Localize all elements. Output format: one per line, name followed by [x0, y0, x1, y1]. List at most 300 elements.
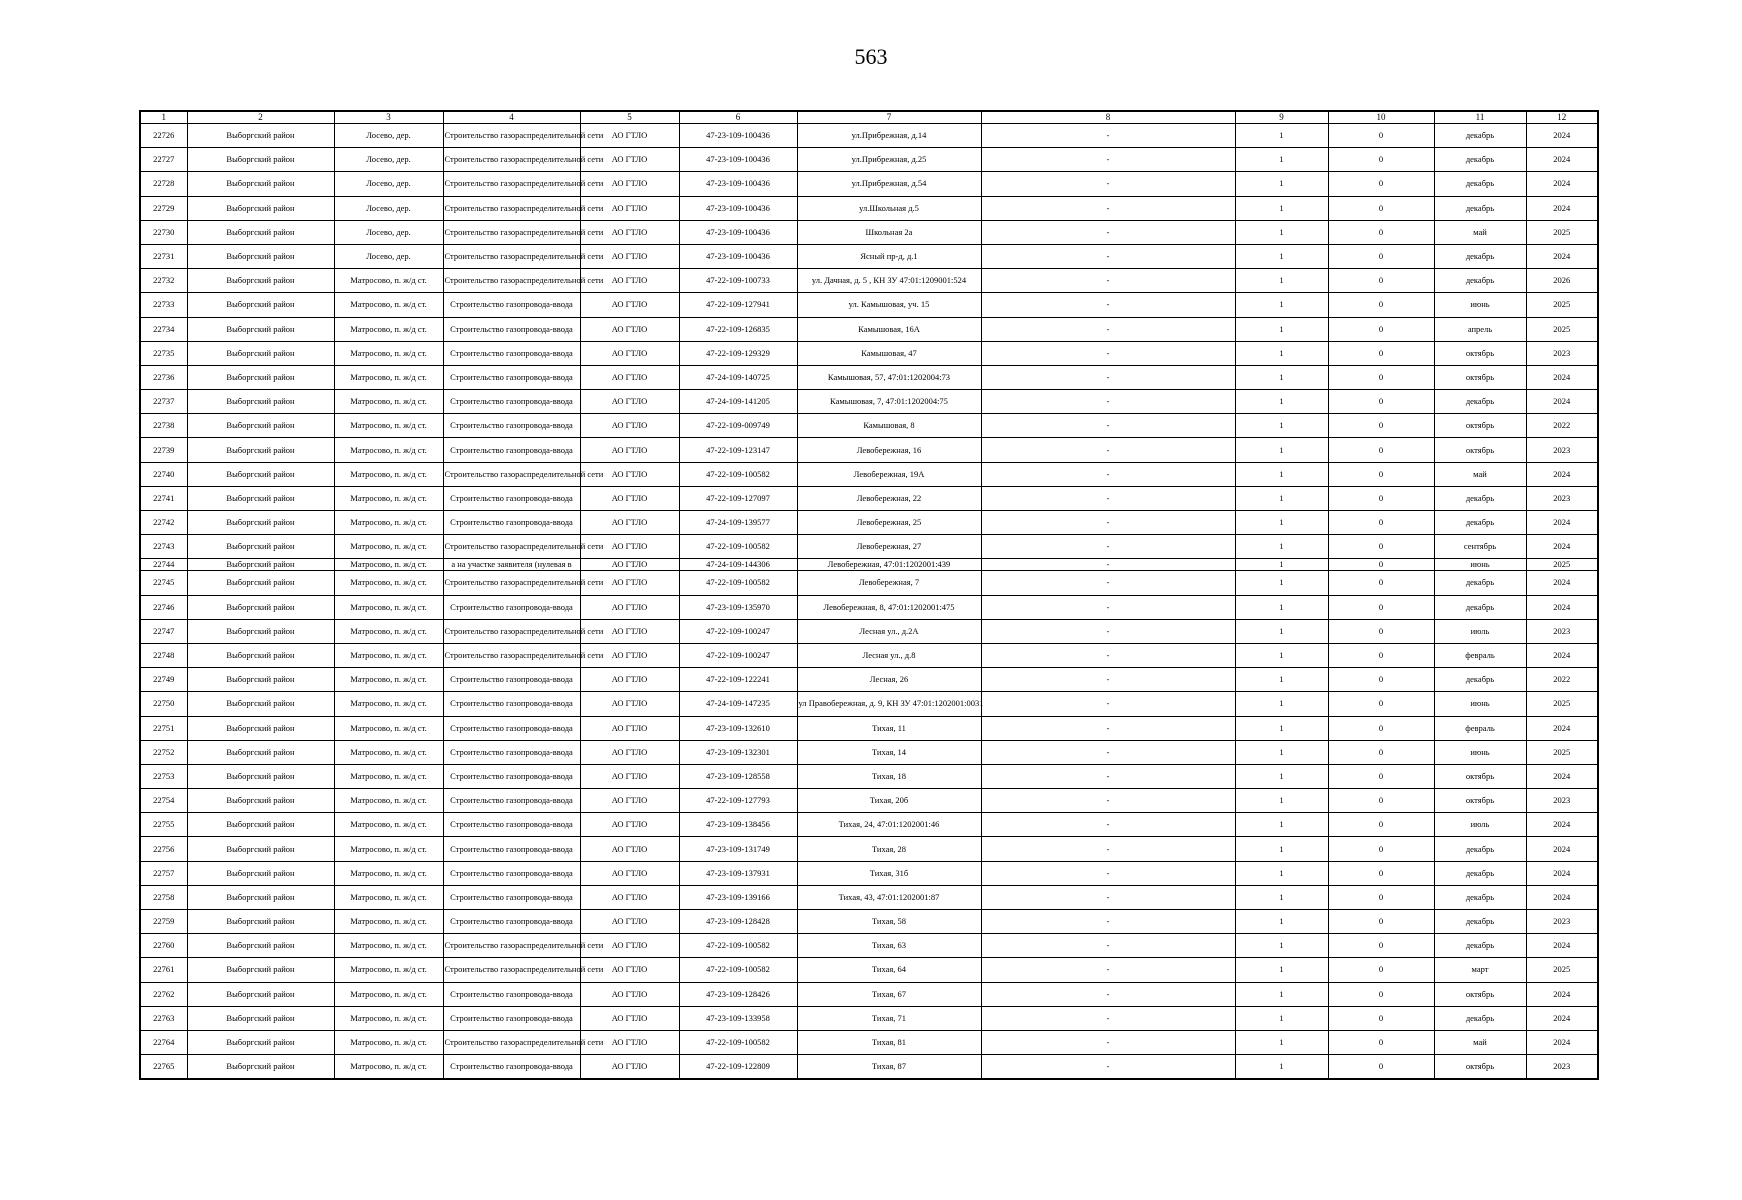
work-type-cell: Строительство газопровода-ввода [443, 486, 580, 510]
settlement-cell: Матросово, п. ж/д ст. [334, 982, 443, 1006]
column-9-cell: 1 [1235, 692, 1328, 716]
row-number: 22733 [140, 293, 187, 317]
organization-cell: АО ГТЛО [580, 934, 679, 958]
column-9-cell: 1 [1235, 317, 1328, 341]
column-8-cell: - [981, 196, 1235, 220]
column-10-cell: 0 [1328, 244, 1434, 268]
month-cell: октябрь [1434, 789, 1526, 813]
table-row [140, 535, 1598, 559]
work-type-cell: Строительство газораспределительной сети [443, 172, 580, 196]
column-9-cell: 1 [1235, 535, 1328, 559]
code-cell: 47-22-109-100247 [679, 619, 797, 643]
column-9-cell: 1 [1235, 559, 1328, 571]
organization-cell: АО ГТЛО [580, 982, 679, 1006]
year-cell: 2022 [1526, 668, 1598, 692]
address-cell: Левобережная, 8, 47:01:1202001:475 [797, 595, 981, 619]
year-cell: 2025 [1526, 293, 1598, 317]
column-8-cell: - [981, 293, 1235, 317]
column-10-cell: 0 [1328, 317, 1434, 341]
work-type-cell: Строительство газопровода-ввода [443, 293, 580, 317]
year-cell: 2025 [1526, 692, 1598, 716]
month-cell: октябрь [1434, 982, 1526, 1006]
year-cell: 2024 [1526, 196, 1598, 220]
row-number: 22742 [140, 511, 187, 535]
row-number: 22761 [140, 958, 187, 982]
code-cell: 47-22-109-122809 [679, 1055, 797, 1079]
code-cell: 47-23-109-100436 [679, 148, 797, 172]
organization-cell: АО ГТЛО [580, 1055, 679, 1079]
organization-cell: АО ГТЛО [580, 511, 679, 535]
column-10-cell: 0 [1328, 414, 1434, 438]
column-header-5: 5 [580, 111, 679, 124]
settlement-cell: Матросово, п. ж/д ст. [334, 293, 443, 317]
table-row [140, 317, 1598, 341]
district-cell: Выборгский район [187, 172, 334, 196]
column-10-cell: 0 [1328, 619, 1434, 643]
column-8-cell: - [981, 220, 1235, 244]
address-cell: Камышовая, 57, 47:01:1202004:73 [797, 365, 981, 389]
settlement-cell: Матросово, п. ж/д ст. [334, 390, 443, 414]
column-9-cell: 1 [1235, 982, 1328, 1006]
column-10-cell: 0 [1328, 643, 1434, 667]
row-number: 22748 [140, 643, 187, 667]
month-cell: октябрь [1434, 1055, 1526, 1079]
year-cell: 2024 [1526, 148, 1598, 172]
address-cell: ул.Прибрежная, д.14 [797, 124, 981, 148]
row-number: 22747 [140, 619, 187, 643]
column-8-cell: - [981, 668, 1235, 692]
settlement-cell: Матросово, п. ж/д ст. [334, 716, 443, 740]
column-header-10: 10 [1328, 111, 1434, 124]
district-cell: Выборгский район [187, 244, 334, 268]
column-8-cell: - [981, 365, 1235, 389]
settlement-cell: Матросово, п. ж/д ст. [334, 1006, 443, 1030]
district-cell: Выборгский район [187, 511, 334, 535]
row-number: 22746 [140, 595, 187, 619]
code-cell: 47-22-109-100247 [679, 643, 797, 667]
organization-cell: АО ГТЛО [580, 619, 679, 643]
table-row [140, 643, 1598, 667]
address-cell: Лесная ул., д.8 [797, 643, 981, 667]
year-cell: 2023 [1526, 341, 1598, 365]
column-8-cell: - [981, 148, 1235, 172]
year-cell: 2023 [1526, 619, 1598, 643]
district-cell: Выборгский район [187, 619, 334, 643]
year-cell: 2024 [1526, 365, 1598, 389]
year-cell: 2024 [1526, 837, 1598, 861]
work-type-cell: Строительство газораспределительной сети [443, 462, 580, 486]
organization-cell: АО ГТЛО [580, 269, 679, 293]
row-number: 22755 [140, 813, 187, 837]
month-cell: декабрь [1434, 269, 1526, 293]
column-9-cell: 1 [1235, 668, 1328, 692]
column-10-cell: 0 [1328, 511, 1434, 535]
address-cell: Лесная, 26 [797, 668, 981, 692]
settlement-cell: Лосево, дер. [334, 124, 443, 148]
district-cell: Выборгский район [187, 982, 334, 1006]
row-number: 22743 [140, 535, 187, 559]
organization-cell: АО ГТЛО [580, 813, 679, 837]
row-number: 22745 [140, 571, 187, 595]
settlement-cell: Лосево, дер. [334, 148, 443, 172]
month-cell: июнь [1434, 740, 1526, 764]
table-row [140, 462, 1598, 486]
settlement-cell: Матросово, п. ж/д ст. [334, 317, 443, 341]
column-9-cell: 1 [1235, 1055, 1328, 1079]
code-cell: 47-22-109-100582 [679, 571, 797, 595]
work-type-cell: Строительство газопровода-ввода [443, 837, 580, 861]
work-type-cell: Строительство газопровода-ввода [443, 438, 580, 462]
column-9-cell: 1 [1235, 390, 1328, 414]
code-cell: 47-24-109-144306 [679, 559, 797, 571]
column-9-cell: 1 [1235, 196, 1328, 220]
address-cell: Тихая, 11 [797, 716, 981, 740]
year-cell: 2024 [1526, 885, 1598, 909]
settlement-cell: Матросово, п. ж/д ст. [334, 595, 443, 619]
month-cell: декабрь [1434, 148, 1526, 172]
column-10-cell: 0 [1328, 958, 1434, 982]
code-cell: 47-23-109-128426 [679, 982, 797, 1006]
year-cell: 2022 [1526, 414, 1598, 438]
code-cell: 47-23-109-100436 [679, 220, 797, 244]
month-cell: май [1434, 1030, 1526, 1054]
column-9-cell: 1 [1235, 341, 1328, 365]
month-cell: март [1434, 958, 1526, 982]
column-10-cell: 0 [1328, 1006, 1434, 1030]
column-9-cell: 1 [1235, 643, 1328, 667]
settlement-cell: Матросово, п. ж/д ст. [334, 885, 443, 909]
year-cell: 2025 [1526, 958, 1598, 982]
district-cell: Выборгский район [187, 220, 334, 244]
address-cell: Тихая, 18 [797, 764, 981, 788]
table-row [140, 958, 1598, 982]
page-number: 563 [854, 44, 888, 69]
year-cell: 2023 [1526, 438, 1598, 462]
month-cell: декабрь [1434, 861, 1526, 885]
month-cell: февраль [1434, 643, 1526, 667]
column-8-cell: - [981, 414, 1235, 438]
address-cell: Тихая, 14 [797, 740, 981, 764]
column-8-cell: - [981, 559, 1235, 571]
column-9-cell: 1 [1235, 124, 1328, 148]
settlement-cell: Матросово, п. ж/д ст. [334, 668, 443, 692]
year-cell: 2024 [1526, 462, 1598, 486]
code-cell: 47-23-109-132301 [679, 740, 797, 764]
district-cell: Выборгский район [187, 692, 334, 716]
column-10-cell: 0 [1328, 789, 1434, 813]
settlement-cell: Матросово, п. ж/д ст. [334, 511, 443, 535]
district-cell: Выборгский район [187, 1055, 334, 1079]
work-type-cell: Строительство газораспределительной сети [443, 196, 580, 220]
column-8-cell: - [981, 595, 1235, 619]
address-cell: Тихая, 31б [797, 861, 981, 885]
address-cell: Камышовая, 7, 47:01:1202004:75 [797, 390, 981, 414]
column-9-cell: 1 [1235, 293, 1328, 317]
settlement-cell: Матросово, п. ж/д ст. [334, 571, 443, 595]
row-number: 22728 [140, 172, 187, 196]
district-cell: Выборгский район [187, 813, 334, 837]
column-8-cell: - [981, 813, 1235, 837]
settlement-cell: Матросово, п. ж/д ст. [334, 1030, 443, 1054]
column-9-cell: 1 [1235, 595, 1328, 619]
column-9-cell: 1 [1235, 220, 1328, 244]
table-row [140, 692, 1598, 716]
table-row [140, 486, 1598, 510]
organization-cell: АО ГТЛО [580, 317, 679, 341]
organization-cell: АО ГТЛО [580, 124, 679, 148]
work-type-cell: Строительство газопровода-ввода [443, 511, 580, 535]
column-8-cell: - [981, 958, 1235, 982]
code-cell: 47-23-109-138456 [679, 813, 797, 837]
organization-cell: АО ГТЛО [580, 595, 679, 619]
table-row [140, 837, 1598, 861]
settlement-cell: Матросово, п. ж/д ст. [334, 910, 443, 934]
district-cell: Выборгский район [187, 196, 334, 220]
table-row [140, 619, 1598, 643]
column-8-cell: - [981, 910, 1235, 934]
column-10-cell: 0 [1328, 196, 1434, 220]
table-row [140, 716, 1598, 740]
work-type-cell: Строительство газораспределительной сети [443, 244, 580, 268]
table-row [140, 390, 1598, 414]
month-cell: октябрь [1434, 365, 1526, 389]
column-8-cell: - [981, 317, 1235, 341]
month-cell: апрель [1434, 317, 1526, 341]
row-number: 22754 [140, 789, 187, 813]
settlement-cell: Матросово, п. ж/д ст. [334, 619, 443, 643]
organization-cell: АО ГТЛО [580, 1030, 679, 1054]
address-cell: Школьная 2а [797, 220, 981, 244]
column-10-cell: 0 [1328, 341, 1434, 365]
column-10-cell: 0 [1328, 885, 1434, 909]
table-row [140, 885, 1598, 909]
work-type-cell: Строительство газопровода-ввода [443, 861, 580, 885]
year-cell: 2024 [1526, 982, 1598, 1006]
code-cell: 47-22-109-100582 [679, 1030, 797, 1054]
code-cell: 47-23-109-100436 [679, 124, 797, 148]
work-type-cell: Строительство газопровода-ввода [443, 813, 580, 837]
month-cell: декабрь [1434, 837, 1526, 861]
row-number: 22763 [140, 1006, 187, 1030]
month-cell: февраль [1434, 716, 1526, 740]
district-cell: Выборгский район [187, 764, 334, 788]
organization-cell: АО ГТЛО [580, 1006, 679, 1030]
work-type-cell: Строительство газораспределительной сети [443, 148, 580, 172]
organization-cell: АО ГТЛО [580, 837, 679, 861]
row-number: 22764 [140, 1030, 187, 1054]
address-cell: Тихая, 71 [797, 1006, 981, 1030]
work-type-cell: Строительство газораспределительной сети [443, 269, 580, 293]
address-cell: Левобережная, 16 [797, 438, 981, 462]
column-10-cell: 0 [1328, 438, 1434, 462]
year-cell: 2023 [1526, 486, 1598, 510]
column-8-cell: - [981, 535, 1235, 559]
organization-cell: АО ГТЛО [580, 885, 679, 909]
organization-cell: АО ГТЛО [580, 764, 679, 788]
column-8-cell: - [981, 1055, 1235, 1079]
settlement-cell: Матросово, п. ж/д ст. [334, 414, 443, 438]
work-type-cell: Строительство газопровода-ввода [443, 668, 580, 692]
address-cell: ул. Камышовая, уч. 15 [797, 293, 981, 317]
month-cell: сентябрь [1434, 535, 1526, 559]
settlement-cell: Матросово, п. ж/д ст. [334, 365, 443, 389]
year-cell: 2024 [1526, 813, 1598, 837]
organization-cell: АО ГТЛО [580, 958, 679, 982]
address-cell: ул Правобережная, д. 9, КН ЗУ 47:01:1202001:0031 [797, 692, 981, 716]
table-row [140, 571, 1598, 595]
column-10-cell: 0 [1328, 982, 1434, 1006]
code-cell: 47-23-109-132610 [679, 716, 797, 740]
district-cell: Выборгский район [187, 148, 334, 172]
code-cell: 47-22-109-100582 [679, 934, 797, 958]
table-row [140, 789, 1598, 813]
work-type-cell: Строительство газопровода-ввода [443, 789, 580, 813]
district-cell: Выборгский район [187, 910, 334, 934]
settlement-cell: Матросово, п. ж/д ст. [334, 559, 443, 571]
code-cell: 47-22-109-100582 [679, 535, 797, 559]
table-row [140, 438, 1598, 462]
row-number: 22749 [140, 668, 187, 692]
column-8-cell: - [981, 885, 1235, 909]
settlement-cell: Матросово, п. ж/д ст. [334, 486, 443, 510]
month-cell: декабрь [1434, 511, 1526, 535]
year-cell: 2023 [1526, 910, 1598, 934]
table-row [140, 740, 1598, 764]
settlement-cell: Матросово, п. ж/д ст. [334, 269, 443, 293]
column-9-cell: 1 [1235, 934, 1328, 958]
district-cell: Выборгский район [187, 716, 334, 740]
address-cell: ул. Дачная, д. 5 , КН ЗУ 47:01:1209001:524 [797, 269, 981, 293]
organization-cell: АО ГТЛО [580, 559, 679, 571]
address-cell: Левобережная, 22 [797, 486, 981, 510]
column-header-3: 3 [334, 111, 443, 124]
work-type-cell: Строительство газораспределительной сети [443, 571, 580, 595]
column-9-cell: 1 [1235, 885, 1328, 909]
settlement-cell: Матросово, п. ж/д ст. [334, 861, 443, 885]
settlement-cell: Матросово, п. ж/д ст. [334, 764, 443, 788]
code-cell: 47-23-109-128428 [679, 910, 797, 934]
month-cell: июль [1434, 619, 1526, 643]
column-header-1: 1 [140, 111, 187, 124]
organization-cell: АО ГТЛО [580, 390, 679, 414]
table-row [140, 982, 1598, 1006]
work-type-cell: Строительство газораспределительной сети [443, 934, 580, 958]
month-cell: июнь [1434, 559, 1526, 571]
organization-cell: АО ГТЛО [580, 486, 679, 510]
district-cell: Выборгский район [187, 486, 334, 510]
work-type-cell: Строительство газораспределительной сети [443, 124, 580, 148]
organization-cell: АО ГТЛО [580, 438, 679, 462]
column-10-cell: 0 [1328, 910, 1434, 934]
organization-cell: АО ГТЛО [580, 220, 679, 244]
year-cell: 2024 [1526, 764, 1598, 788]
organization-cell: АО ГТЛО [580, 789, 679, 813]
row-number: 22739 [140, 438, 187, 462]
code-cell: 47-23-109-100436 [679, 172, 797, 196]
column-10-cell: 0 [1328, 692, 1434, 716]
settlement-cell: Матросово, п. ж/д ст. [334, 1055, 443, 1079]
address-cell: Тихая, 20б [797, 789, 981, 813]
year-cell: 2024 [1526, 934, 1598, 958]
table-row [140, 196, 1598, 220]
column-10-cell: 0 [1328, 293, 1434, 317]
column-10-cell: 0 [1328, 1030, 1434, 1054]
table-row [140, 414, 1598, 438]
year-cell: 2024 [1526, 716, 1598, 740]
year-cell: 2025 [1526, 317, 1598, 341]
column-9-cell: 1 [1235, 365, 1328, 389]
organization-cell: АО ГТЛО [580, 244, 679, 268]
settlement-cell: Матросово, п. ж/д ст. [334, 438, 443, 462]
work-type-cell: Строительство газораспределительной сети [443, 619, 580, 643]
work-type-cell: Строительство газопровода-ввода [443, 764, 580, 788]
table-row [140, 365, 1598, 389]
table-row [140, 511, 1598, 535]
column-8-cell: - [981, 269, 1235, 293]
row-number: 22752 [140, 740, 187, 764]
table-row [140, 910, 1598, 934]
column-8-cell: - [981, 692, 1235, 716]
settlement-cell: Матросово, п. ж/д ст. [334, 341, 443, 365]
month-cell: декабрь [1434, 486, 1526, 510]
column-8-cell: - [981, 716, 1235, 740]
district-cell: Выборгский район [187, 438, 334, 462]
table-row [140, 124, 1598, 148]
row-number: 22750 [140, 692, 187, 716]
row-number: 22732 [140, 269, 187, 293]
month-cell: декабрь [1434, 595, 1526, 619]
organization-cell: АО ГТЛО [580, 910, 679, 934]
column-10-cell: 0 [1328, 571, 1434, 595]
column-9-cell: 1 [1235, 511, 1328, 535]
work-type-cell: Строительство газопровода-ввода [443, 885, 580, 909]
district-cell: Выборгский район [187, 861, 334, 885]
code-cell: 47-24-109-139577 [679, 511, 797, 535]
column-9-cell: 1 [1235, 269, 1328, 293]
year-cell: 2024 [1526, 571, 1598, 595]
column-9-cell: 1 [1235, 910, 1328, 934]
address-cell: Ясный пр-д, д.1 [797, 244, 981, 268]
organization-cell: АО ГТЛО [580, 643, 679, 667]
year-cell: 2024 [1526, 535, 1598, 559]
column-8-cell: - [981, 172, 1235, 196]
column-8-cell: - [981, 124, 1235, 148]
work-type-cell: Строительство газораспределительной сети [443, 1030, 580, 1054]
work-type-cell: Строительство газопровода-ввода [443, 317, 580, 341]
column-10-cell: 0 [1328, 365, 1434, 389]
address-cell: Левобережная, 25 [797, 511, 981, 535]
settlement-cell: Матросово, п. ж/д ст. [334, 789, 443, 813]
month-cell: декабрь [1434, 910, 1526, 934]
column-8-cell: - [981, 1030, 1235, 1054]
month-cell: июнь [1434, 692, 1526, 716]
organization-cell: АО ГТЛО [580, 740, 679, 764]
address-cell: Тихая, 58 [797, 910, 981, 934]
settlement-cell: Матросово, п. ж/д ст. [334, 958, 443, 982]
row-number: 22759 [140, 910, 187, 934]
settlement-cell: Матросово, п. ж/д ст. [334, 837, 443, 861]
column-9-cell: 1 [1235, 571, 1328, 595]
code-cell: 47-24-109-147235 [679, 692, 797, 716]
year-cell: 2024 [1526, 861, 1598, 885]
column-9-cell: 1 [1235, 619, 1328, 643]
column-10-cell: 0 [1328, 559, 1434, 571]
column-8-cell: - [981, 982, 1235, 1006]
column-8-cell: - [981, 390, 1235, 414]
month-cell: декабрь [1434, 934, 1526, 958]
column-9-cell: 1 [1235, 740, 1328, 764]
address-cell: Тихая, 67 [797, 982, 981, 1006]
